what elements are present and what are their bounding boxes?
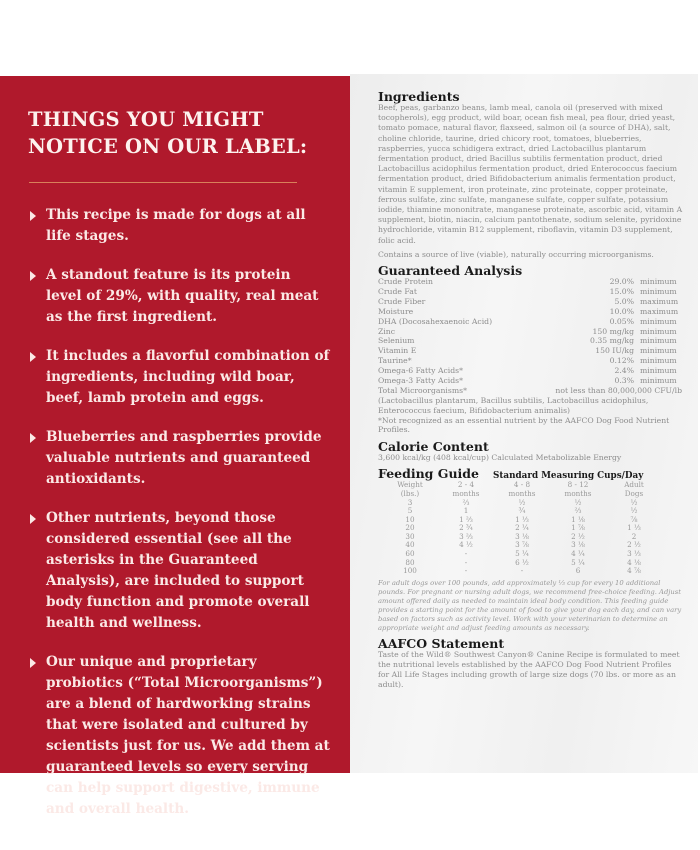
ga-unit: minimum: [640, 376, 677, 386]
highlights-title-line1: THINGS YOU MIGHT: [28, 108, 264, 131]
ga-unit: minimum: [640, 316, 677, 326]
ga-unit: minimum: [640, 346, 677, 356]
feeding-guide-cell: 30: [405, 531, 415, 541]
feeding-guide-cell: 4 ½: [459, 540, 473, 550]
ga-row: [378, 376, 684, 386]
feeding-guide-cell: 20: [405, 523, 415, 533]
ga-name: Moisture: [378, 306, 414, 316]
ingredients-heading: Ingredients: [378, 89, 460, 104]
guaranteed-analysis-heading: Guaranteed Analysis: [378, 263, 523, 279]
column-header: 4 - 8: [513, 480, 531, 490]
feeding-guide-cell: 3 ⅓: [627, 549, 641, 559]
product-label-panel: [350, 74, 698, 773]
ga-value: 29.0%: [609, 277, 634, 287]
column-header: months: [452, 488, 480, 498]
feeding-guide-cell: -: [464, 549, 468, 559]
ga-name: DHA (Docosahexaenoic Acid): [378, 316, 493, 326]
feeding-guide-cell: 1 ⅛: [571, 514, 585, 524]
feeding-guide-cell: ½: [630, 506, 638, 516]
highlight-text: It includes a flavorful combination of ingredients, including wild boar, beef, lamb protein and eggs.: [46, 348, 330, 406]
ga-name: Crude Fat: [378, 286, 417, 296]
ga-footnote: *Not recognized as an essential nutrient by the AAFCO Dog Food Nutrient Profiles.: [378, 415, 670, 435]
ga-row: [378, 287, 684, 297]
feeding-guide-cell: 5 ¼: [515, 549, 529, 559]
ga-name: Crude Fiber: [378, 296, 426, 306]
ga-value: 0.3%: [614, 376, 634, 386]
ga-name: Selenium: [378, 336, 415, 346]
triangle-right-icon: [30, 211, 36, 221]
feeding-guide-cell: ½: [574, 497, 582, 507]
feeding-guide-cell: 1 ⅓: [515, 514, 529, 524]
label-highlights-panel: [0, 76, 350, 817]
feeding-guide-cell: 3 ⅛: [515, 531, 529, 541]
ga-value: 0.35 mg/kg: [590, 336, 634, 346]
feeding-guide-cell: 1 ⅔: [459, 514, 473, 524]
feeding-guide-cell: 2: [631, 531, 637, 541]
ga-value: 0.12%: [609, 356, 634, 366]
feeding-guide-cell: ⅔: [462, 497, 470, 507]
ga-unit: minimum: [640, 326, 677, 336]
feeding-guide-cell: 2 ½: [627, 540, 641, 550]
ga-name: Omega-3 Fatty Acids*: [378, 376, 463, 386]
highlights-list: [28, 205, 330, 820]
highlight-text: Other nutrients, beyond those considered essential (see all the asterisks in the Guaranteed Analysis), are included to support body function and promote overall health and wellness.: [46, 510, 310, 631]
feeding-guide-cell: -: [464, 566, 468, 576]
calorie-content-text: 3,600 kcal/kg (408 kcal/cup) Calculated Metabolizable Energy: [378, 453, 622, 463]
feeding-guide-table: [382, 481, 662, 576]
triangle-right-icon: [30, 271, 36, 281]
ga-unit: minimum: [640, 277, 677, 287]
ga-unit: maximum: [640, 296, 679, 306]
aafco-text: Taste of the Wild® Southwest Canyon® Canine Recipe is formulated to meet the nutritional levels established by the AAFCO Dog Food Nutrient Profiles for All Life Stages including growth of large size dogs (70 lbs. or more as an adult).: [378, 649, 680, 690]
feeding-guide-cell: 6: [575, 566, 581, 576]
ga-row: [378, 307, 684, 317]
column-header: 2 - 4: [457, 480, 475, 490]
ga-row: [378, 336, 684, 346]
highlights-title-line2: NOTICE ON OUR LABEL:: [28, 135, 308, 158]
highlight-item: [28, 205, 330, 247]
highlight-text: Our unique and proprietary probiotics (“Total Microorganisms”) are a blend of hardworking strains that were isolated and cultured by scientists just for us. We add them at guaranteed levels so every serving can help support digestive, immune and overall health.: [46, 654, 330, 817]
triangle-right-icon: [30, 514, 36, 524]
feeding-guide-cell: 80: [405, 557, 415, 567]
feeding-guide-cell: 4 ⅞: [627, 566, 641, 576]
ga-unit: minimum: [640, 366, 677, 376]
ga-unit: minimum: [640, 356, 677, 366]
triangle-right-icon: [30, 352, 36, 362]
ga-unit: maximum: [640, 306, 679, 316]
feeding-guide-cell: 3: [407, 497, 413, 507]
ga-unit: minimum: [640, 286, 677, 296]
ga-unit: minimum: [640, 336, 677, 346]
feeding-guide-subheading: Standard Measuring Cups/Day: [492, 471, 644, 482]
ga-name: Omega-6 Fatty Acids*: [378, 366, 463, 376]
column-header: Dogs: [624, 488, 644, 498]
highlight-item: [28, 652, 330, 820]
column-header: Weight: [397, 480, 423, 490]
feeding-guide-cell: 1 ⅓: [627, 523, 641, 533]
ga-row: [378, 346, 684, 356]
column-header: (lbs.): [400, 488, 420, 498]
feeding-guide-cell: 5: [407, 506, 413, 516]
column-header: 8 - 12: [567, 480, 589, 490]
column-header: months: [564, 488, 592, 498]
ga-name: Crude Protein: [378, 277, 433, 287]
ga-value: 2.4%: [614, 366, 634, 376]
ga-row: [378, 317, 684, 327]
triangle-right-icon: [30, 433, 36, 443]
column-header: Adult: [624, 480, 644, 490]
feeding-guide-cell: 60: [405, 549, 415, 559]
feeding-guide-cell: 4 ⅛: [627, 557, 641, 567]
feeding-guide-cell: -: [464, 557, 468, 567]
ga-row: [378, 277, 684, 287]
ga-value: 10.0%: [609, 306, 634, 316]
triangle-right-icon: [30, 658, 36, 668]
probiotic-note: Contains a source of live (viable), naturally occurring microorganisms.: [378, 249, 654, 259]
ga-row: [378, 366, 684, 376]
ga-name: Zinc: [378, 326, 396, 336]
feeding-guide-cell: 2 ¼: [515, 523, 529, 533]
column-header: months: [508, 488, 536, 498]
highlight-item: [28, 427, 330, 490]
ga-value: not less than 80,000,000 CFU/lb: [555, 386, 682, 396]
feeding-guide-cell: ¾: [518, 506, 526, 516]
highlight-text: Blueberries and raspberries provide valuable nutrients and guaranteed antioxidants.: [46, 429, 322, 487]
feeding-guide-cell: 3 ⅛: [571, 540, 585, 550]
highlight-item: [28, 265, 330, 328]
feeding-guide-cell: 5 ¼: [571, 557, 585, 567]
ga-value: 5.0%: [614, 296, 634, 306]
feeding-guide-header: [378, 467, 684, 481]
ga-row: [378, 327, 684, 337]
ga-name: Total Microorganisms*: [378, 386, 467, 396]
highlight-text: This recipe is made for dogs at all life stages.: [46, 207, 306, 244]
feeding-guide-cell: 40: [405, 540, 415, 550]
feeding-guide-cell: 2 ½: [571, 531, 585, 541]
aafco-heading: AAFCO Statement: [378, 635, 505, 651]
feeding-guide-cell: ⅞: [630, 514, 638, 524]
feeding-guide-cell: ½: [630, 497, 638, 507]
feeding-guide-cell: 6 ½: [515, 557, 529, 567]
feeding-guide-cell: 100: [403, 566, 417, 576]
feeding-guide-cell: ⅔: [574, 506, 582, 516]
ga-name: Vitamin E: [378, 346, 417, 356]
feeding-guide-cell: 10: [405, 514, 415, 524]
feeding-guide-cell: 1: [463, 506, 469, 516]
ga-row: [378, 297, 684, 307]
calorie-content-heading: Calorie Content: [378, 439, 489, 455]
ga-row: [378, 356, 684, 366]
feeding-guide-cell: -: [520, 566, 524, 576]
feeding-guide-cell: 3 ⅔: [459, 531, 473, 541]
feeding-guide-cell: 4 ¼: [571, 549, 585, 559]
title-divider: [29, 182, 297, 183]
highlights-title: [28, 106, 330, 160]
feeding-guide-cell: 2 ¾: [459, 523, 473, 533]
microorganism-strains: (Lactobacillus plantarum, Bacillus subtilis, Lactobacillus acidophilus, Enterococcus faecium, Bifidobacterium animalis): [378, 395, 649, 415]
ga-value: 15.0%: [609, 286, 634, 296]
ga-value: 0.05%: [609, 316, 634, 326]
highlight-text: A standout feature is its protein level of 29%, with quality, real meat as the first ingredient.: [46, 267, 319, 325]
feeding-guide-cell: 3 ⅞: [515, 540, 529, 550]
ingredients-text: Beef, peas, garbanzo beans, lamb meal, canola oil (preserved with mixed tocopherols), egg product, wild boar, ocean fish meal, pea flour, dried yeast, tomato pomace, natural flavor, flaxseed, salmon oil (a source of DHA), salt, choline chloride, taurine, dried chicory root, tomatoes, blueberries, raspberries, yucca schidigera extract, dried Lactobacillus plantarum fermentation product, dried Bacillus subtilis fermentation product, dried Lactobacillus acidophilus fermentation product, dried Enterococcus faecium fermentation product, dried Bifidobacterium animalis fermentation product, vitamin E supplement, iron proteinate, zinc proteinate, copper proteinate, ferrous sulfate, zinc sulfate, manganese sulfate, copper sulfate, potassium iodide, thiamine mononitrate, manganese proteinate, ascorbic acid, vitamin A supplement, biotin, niacin, calcium pantothenate, sodium selenite, pyridoxine hydrochloride, vitamin B12 supplement, riboflavin, vitamin D3 supplement, folic acid.: [378, 103, 683, 245]
feeding-guide-note: For adult dogs over 100 pounds, add approximately ⅓ cup for every 10 additional pounds. For pregnant or nursing adult dogs, we recommend free-choice feeding. Adjust amount offered daily as needed to maintain ideal body condition. This feeding guide provides a starting point for the amount of food to give your dog each day, and can vary based on factors such as activity level. Work with your veterinarian to determine an appropriate weight and adjust feeding amounts as necessary.: [378, 578, 682, 632]
feeding-guide-row: [382, 567, 662, 576]
guaranteed-analysis-table: [378, 277, 684, 386]
ga-row-microorganisms: [378, 386, 684, 396]
feeding-guide-cell: ½: [518, 497, 526, 507]
ga-name: Taurine*: [378, 356, 412, 366]
highlight-item: [28, 346, 330, 409]
feeding-guide-heading: Feeding Guide: [378, 466, 479, 482]
ga-value: 150 IU/kg: [595, 346, 634, 356]
highlight-item: [28, 508, 330, 634]
feeding-guide-cell: 1 ⅞: [571, 523, 585, 533]
ga-value: 150 mg/kg: [592, 326, 634, 336]
